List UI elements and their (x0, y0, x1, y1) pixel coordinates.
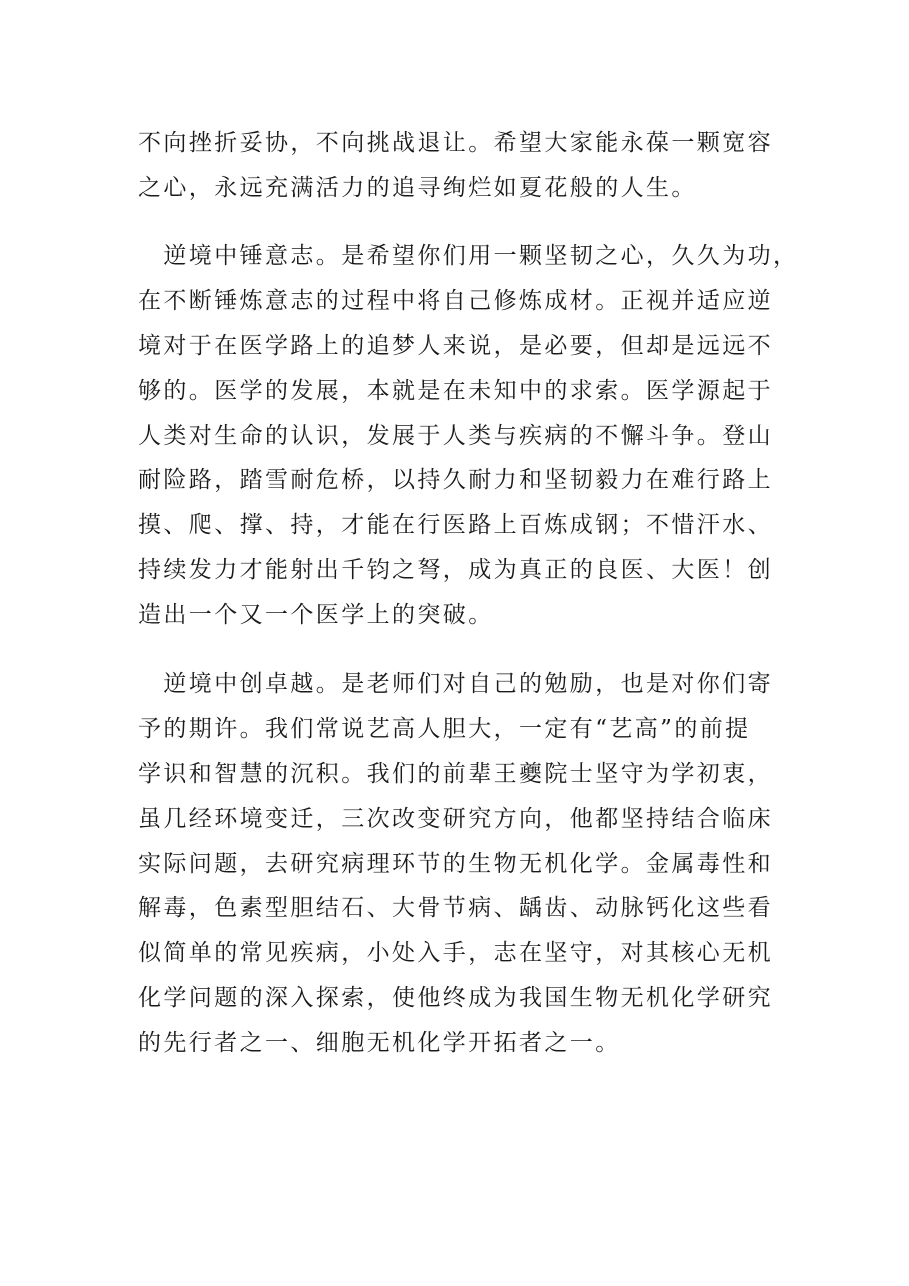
text-line: 摸、爬、撑、持，才能在行医路上百炼成钢；不惜汗水、 (138, 512, 773, 539)
text-line: 之心，永远充满活力的追寻绚烂如夏花般的人生。 (138, 174, 697, 201)
text-line: 持续发力才能射出千钧之弩，成为真正的良医、大医！创 (138, 557, 773, 584)
text-line: 化学问题的深入探索，使他终成为我国生物无机化学研究 (138, 985, 773, 1012)
text-line: 够的。医学的发展，本就是在未知中的求索。医学源起于 (138, 377, 773, 404)
text-line: 逆境中锤意志。是希望你们用一颗坚韧之心，久久为功， (138, 243, 799, 269)
text-line: 解毒，色素型胆结石、大骨节病、龋齿、动脉钙化这些看 (138, 895, 773, 922)
text-line: 的先行者之一、细胞无机化学开拓者之一。 (138, 1030, 621, 1057)
text-line: 在不断锤炼意志的过程中将自己修炼成材。正视并适应逆 (138, 287, 773, 314)
text-line: 耐险路，踏雪耐危桥，以持久耐力和坚韧毅力在难行路上 (138, 467, 773, 494)
text-line: 境对于在医学路上的追梦人来说，是必要，但却是远远不 (138, 332, 773, 359)
text-line: 不向挫折妥协，不向挑战退让。希望大家能永葆一颗宽容 (138, 130, 773, 156)
text-line: 逆境中创卓越。是老师们对自己的勉励，也是对你们寄 (138, 671, 773, 697)
text-line: 人类对生命的认识，发展于人类与疾病的不懈斗争。登山 (138, 422, 773, 449)
text-line: 学识和智慧的沉积。我们的前辈王夔院士坚守为学初衷， (138, 760, 773, 787)
paragraph-1 (138, 121, 788, 211)
paragraph-2 (138, 234, 799, 638)
paragraph-3 (138, 662, 788, 1066)
text-line: 造出一个又一个医学上的突破。 (138, 602, 494, 629)
text-line: 予的期许。我们常说艺高人胆大，一定有“艺高”的前提 (138, 715, 751, 742)
text-line: 实际问题，去研究病理环节的生物无机化学。金属毒性和 (138, 850, 773, 877)
text-line: 虽几经环境变迁，三次改变研究方向，他都坚持结合临床 (138, 805, 773, 832)
text-line: 似简单的常见疾病，小处入手，志在坚守，对其核心无机 (138, 940, 773, 967)
